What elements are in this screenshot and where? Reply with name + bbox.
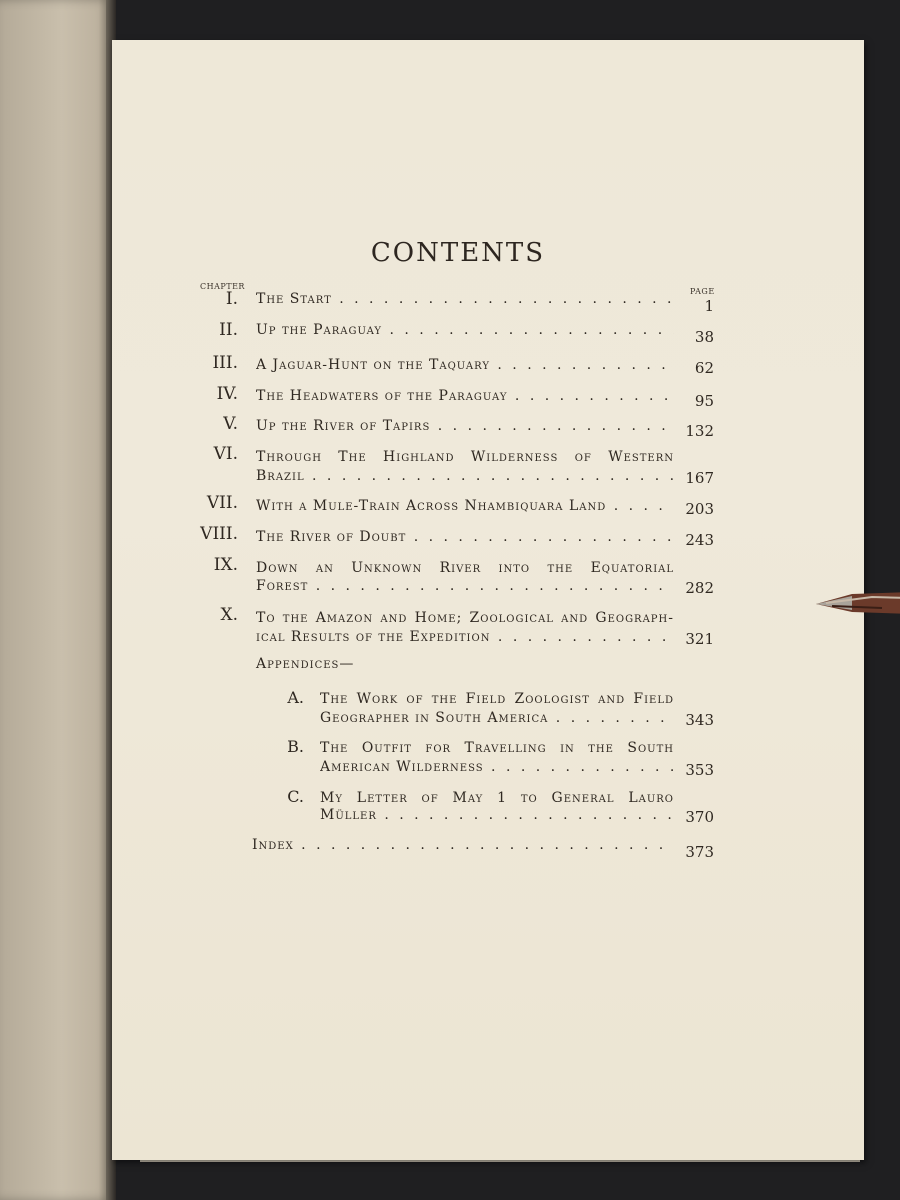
- page-number: 321: [685, 630, 714, 648]
- page-number: 243: [685, 531, 714, 549]
- chapter-number: II.: [219, 320, 238, 340]
- page-number: 370: [685, 808, 714, 826]
- contents-page: [112, 40, 864, 1160]
- page-column-header: PAGE: [690, 287, 715, 296]
- page-number: 373: [685, 843, 714, 861]
- chapter-number: VIII.: [200, 524, 238, 544]
- chapter-number: III.: [212, 353, 238, 373]
- page-number: 132: [685, 422, 714, 440]
- chapter-title: A Jaguar-Hunt on the Taquary . . .: [256, 355, 674, 375]
- appendix-title-line-2: Geographer in South America . . .: [320, 708, 674, 728]
- chapter-number: I.: [225, 289, 238, 309]
- index-label: Index . . .: [252, 835, 674, 855]
- chapter-title: Up the Paraguay . . .: [256, 320, 674, 340]
- appendix-title-line-1: The Outfit for Travelling in the South: [320, 740, 674, 756]
- appendix-letter: C.: [287, 787, 304, 806]
- appendices-heading: Appendices—: [256, 656, 355, 672]
- page-number: 95: [694, 392, 714, 410]
- appendix-letter: B.: [287, 737, 304, 756]
- chapter-number: VII.: [206, 493, 238, 513]
- chapter-number: IX.: [213, 555, 238, 575]
- left-facing-page: [0, 0, 112, 1200]
- chapter-title: The Headwaters of the Paraguay . . .: [256, 386, 674, 406]
- chapter-title: The River of Doubt . . .: [256, 527, 674, 547]
- chapter-title-line-1: To the Amazon and Home; Zoological and Geograph-: [256, 610, 674, 626]
- chapter-title: The Start . . .: [256, 289, 674, 309]
- chapter-title-line-2: ical Results of the Expedition . . .: [256, 627, 674, 647]
- appendix-title-line-2: American Wilderness . . .: [320, 757, 674, 777]
- pen-tip-icon: [812, 588, 900, 618]
- chapter-column-header: CHAPTER: [200, 282, 245, 291]
- page-number: 353: [685, 761, 714, 779]
- chapter-title: With a Mule-Train Across Nhambiquara Land . . .: [256, 496, 674, 516]
- page-number: 282: [685, 579, 714, 597]
- appendix-title-line-1: My Letter of May 1 to General Lauro: [320, 790, 674, 806]
- appendix-title-line-1: The Work of the Field Zoologist and Field: [320, 691, 674, 707]
- chapter-number: V.: [223, 414, 238, 434]
- chapter-number: VI.: [213, 444, 238, 464]
- appendix-letter: A.: [287, 688, 304, 707]
- chapter-title-line-2: Brazil . . .: [256, 466, 674, 486]
- page-number: 167: [685, 469, 714, 487]
- appendix-title-line-2: Müller . . .: [320, 805, 674, 825]
- chapter-number: IV.: [216, 384, 238, 404]
- page-number: 203: [685, 500, 714, 518]
- page-number: 62: [694, 359, 714, 377]
- chapter-title: Up the River of Tapirs . . .: [256, 416, 674, 436]
- chapter-title-line-1: Through The Highland Wilderness of Western: [256, 449, 674, 465]
- page-title: CONTENTS: [370, 238, 546, 268]
- page-number: 38: [694, 328, 714, 346]
- chapter-title-line-1: Down an Unknown River into the Equatorial: [256, 560, 674, 576]
- page-number: 1: [704, 297, 714, 315]
- page-number: 343: [685, 711, 714, 729]
- chapter-number: X.: [220, 605, 238, 625]
- chapter-title-line-2: Forest . . .: [256, 576, 674, 596]
